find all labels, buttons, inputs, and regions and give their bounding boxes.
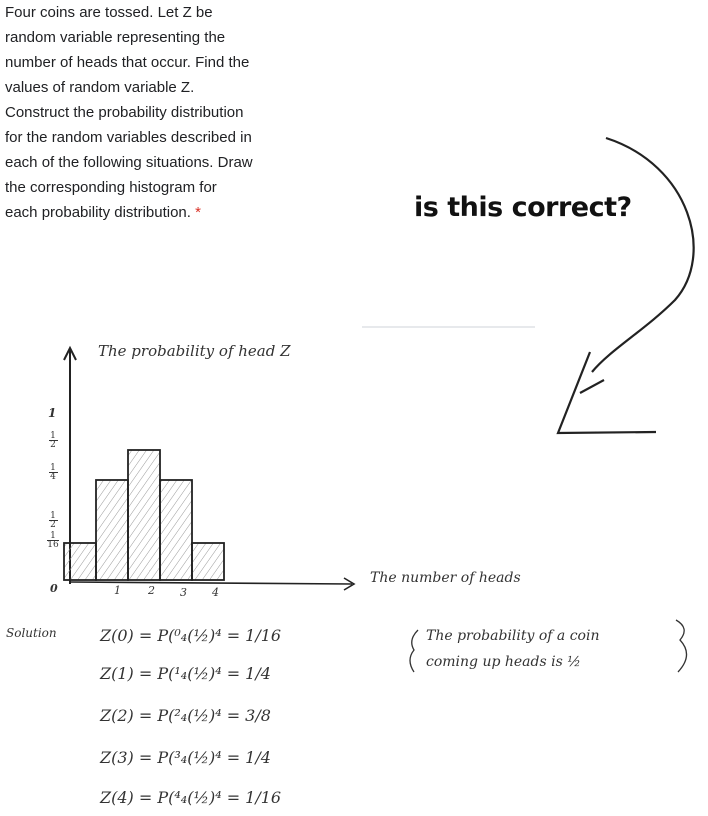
histogram-bar-4 [192, 543, 224, 580]
question-line: Four coins are tossed. Let Z be [5, 4, 213, 21]
question-line: random variable representing the [5, 29, 226, 46]
brace-left [410, 630, 418, 672]
equation-z0: Z(0) = P(⁰₄(½)⁴ = 1/16 [100, 626, 282, 645]
y-tick-num: 1 [50, 511, 56, 521]
note-line-1: The probability of a coin [426, 628, 600, 644]
equation-z3: Z(3) = P(³₄(½)⁴ = 1/4 [100, 748, 271, 767]
y-tick-zero: 0 [50, 582, 58, 595]
histogram-bar-2 [128, 450, 160, 580]
y-tick-num: 1 [50, 531, 56, 541]
x-tick: 4 [212, 586, 219, 599]
x-axis [70, 582, 352, 584]
curved-arrow [592, 138, 694, 372]
y-tick-one: 1 [48, 406, 57, 420]
question-line: for the random variables described in [5, 129, 252, 146]
question-line: Construct the probability distribution [5, 104, 244, 121]
x-axis-title: The number of heads [370, 570, 521, 586]
y-tick-half [46, 432, 60, 449]
question-line: number of heads that occur. Find the [5, 54, 250, 71]
equation-z1: Z(1) = P(¹₄(½)⁴ = 1/4 [100, 664, 271, 683]
histogram-bar-3 [160, 480, 192, 580]
question-line: values of random variable Z. [5, 79, 195, 96]
y-tick-num: 1 [50, 463, 56, 473]
arrow-head [558, 352, 656, 433]
y-tick-den: 2 [50, 440, 56, 450]
question-line-text: each probability distribution. [5, 204, 191, 221]
equation-z4: Z(4) = P(⁴₄(½)⁴ = 1/16 [100, 788, 282, 807]
y-tick-den: 4 [50, 472, 56, 482]
note-line-2: coming up heads is ½ [426, 654, 581, 670]
y-tick-eighth [46, 512, 60, 529]
y-tick-sixteenth [45, 532, 61, 549]
histogram-bar-0 [64, 543, 96, 580]
question-line: each of the following situations. Draw [5, 154, 253, 171]
required-marker: * [195, 204, 201, 221]
equation-z2: Z(2) = P(²₄(½)⁴ = 3/8 [100, 706, 271, 725]
question-line: the corresponding histogram for [5, 179, 217, 196]
y-tick-den: 2 [50, 520, 56, 530]
x-tick: 2 [148, 584, 155, 597]
y-tick-num: 1 [50, 431, 56, 441]
histogram-bar-1 [96, 480, 128, 580]
y-tick-quarter [46, 464, 60, 481]
solution-label: Solution [6, 626, 57, 640]
y-axis-title: The probability of head Z [98, 342, 291, 360]
y-tick-den: 16 [47, 540, 59, 550]
overlay-caption: is this correct? [414, 192, 632, 223]
x-tick: 1 [114, 584, 121, 597]
x-tick: 3 [180, 586, 187, 599]
histogram-bars [64, 450, 224, 580]
brace-right [676, 620, 687, 672]
